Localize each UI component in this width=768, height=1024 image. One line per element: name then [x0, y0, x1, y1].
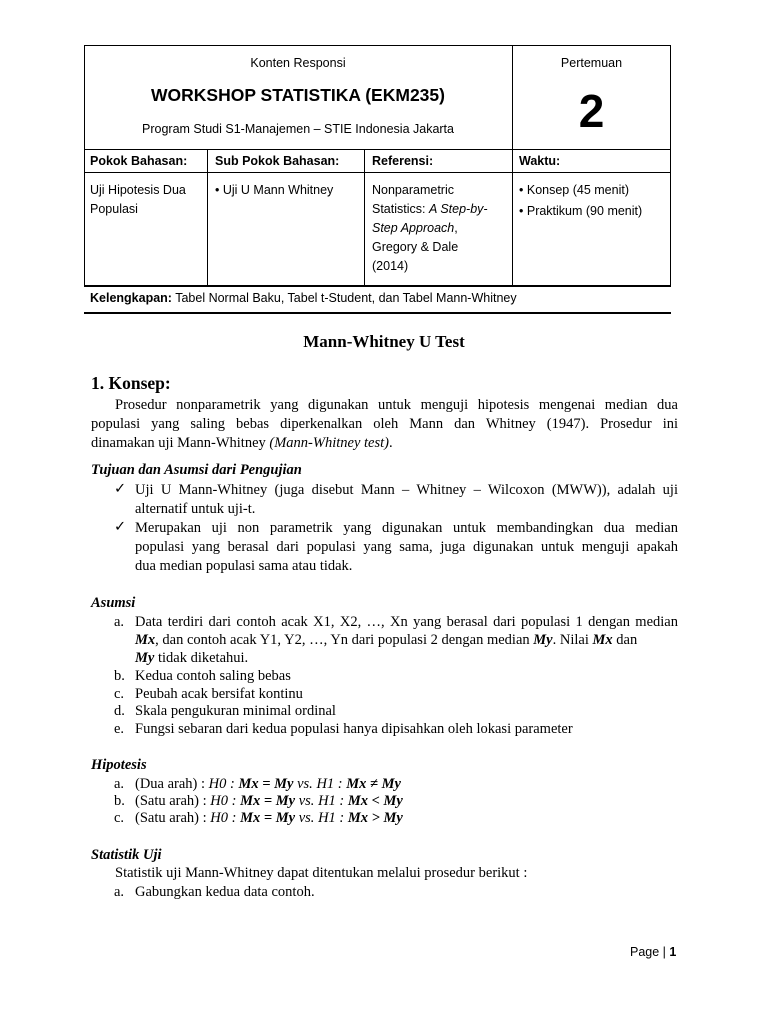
list-marker: c.: [114, 810, 125, 826]
check-icon: ✓: [114, 481, 127, 497]
waktu-item: [519, 181, 642, 200]
program-studi: Program Studi S1-Manajemen – STIE Indonesia Jakarta: [142, 122, 454, 136]
pertemuan-number: 2: [578, 85, 605, 137]
list-marker: a.: [114, 776, 125, 792]
divider-col-2: [364, 149, 365, 286]
bullet: •: [519, 204, 527, 218]
kelengkapan-text: Tabel Normal Baku, Tabel t-Student, dan Tabel Mann-Whitney: [171, 291, 517, 305]
waktu-value: [519, 181, 642, 221]
list-marker: e.: [114, 721, 125, 737]
vs-label: vs.: [295, 810, 319, 826]
sub-pokok-value: [215, 181, 333, 200]
ref-line-4: Gregory & Dale: [372, 240, 459, 254]
vs-label: vs.: [293, 776, 317, 792]
kelengkapan-row: [90, 289, 517, 308]
pokok-line-2: Populasi: [90, 202, 138, 216]
statistik-uji-heading: Statistik Uji: [91, 847, 162, 863]
paragraph-line: [91, 434, 393, 453]
vs-label: vs.: [295, 793, 319, 809]
ref-line-3: [372, 219, 488, 238]
list-marker: d.: [114, 703, 125, 719]
divider-col-1: [207, 149, 208, 286]
hipotesis-direction: (Satu arah) :: [135, 793, 211, 809]
var-mx: Mx: [135, 632, 156, 648]
h0-label: H0 :: [210, 793, 241, 809]
divider-pertemuan: [512, 45, 513, 286]
asumsi-text: tidak diketahui.: [154, 650, 249, 666]
asumsi-item: Kedua contoh saling bebas: [135, 668, 291, 684]
tujuan-heading: Tujuan dan Asumsi dari Pengujian: [91, 462, 302, 478]
col-waktu: Waktu:: [519, 154, 561, 168]
statistik-uji-text: Statistik uji Mann-Whitney dapat ditentukan melalui prosedur berikut :: [115, 865, 528, 881]
check-item-line: dua median populasi sama atau tidak.: [135, 558, 353, 574]
waktu-praktikum: Praktikum (90 menit): [526, 204, 643, 218]
h1-label: H1 :: [316, 776, 347, 792]
list-marker: a.: [114, 614, 125, 630]
asumsi-item: Fungsi sebaran dari kedua populasi hanya dipisahkan oleh lokasi parameter: [135, 721, 573, 737]
h0-equation: Mx = My: [240, 810, 296, 826]
paragraph-line: populasi yang saling bebas diperkenalkan oleh Mann dan Whitney (1947). Prosedur ini: [91, 416, 678, 432]
page-number: 1: [669, 945, 677, 959]
asumsi-line: [135, 649, 248, 668]
paragraph-line: Prosedur nonparametrik yang digunakan untuk menguji hipotesis mengenai median dua: [115, 397, 678, 413]
h1-equation: Mx < My: [347, 793, 403, 809]
hipotesis-direction: (Satu arah) :: [135, 810, 211, 826]
h1-equation: Mx > My: [347, 810, 403, 826]
asumsi-text: , dan contoh acak Y1, Y2, …, Yn dari populasi 2 dengan median: [155, 632, 534, 648]
var-my: My: [135, 650, 155, 666]
kelengkapan-label: Kelengkapan:: [90, 291, 172, 305]
check-item-line: populasi yang berasal dari populasi yang sama, juga digunakan untuk menguji apakah: [135, 539, 678, 555]
asumsi-line: [135, 631, 678, 650]
paragraph-text: dinamakan uji Mann-Whitney: [91, 435, 270, 451]
waktu-konsep: Konsep (45 menit): [526, 183, 629, 197]
divider-row-2: [84, 172, 671, 173]
ref-line-1: Nonparametric: [372, 183, 454, 197]
pokok-line-1: Uji Hipotesis Dua: [90, 183, 186, 197]
workshop-title: WORKSHOP STATISTIKA (EKM235): [151, 85, 445, 105]
list-marker: a.: [114, 884, 125, 900]
check-item-line: Uji U Mann-Whitney (juga disebut Mann – Whitney – Wilcoxon (MWW)), adalah uji: [135, 482, 678, 498]
var-my: My: [533, 632, 553, 648]
bullet: •: [215, 183, 223, 197]
h1-label: H1 :: [318, 810, 348, 826]
h1-label: H1 :: [318, 793, 348, 809]
pokok-bahasan-value: [90, 181, 186, 219]
waktu-item: [519, 202, 642, 221]
h0-equation: Mx = My: [238, 776, 294, 792]
divider-kelengkapan-bottom: [84, 312, 671, 314]
check-item-line: Merupakan uji non parametrik yang digunakan untuk membandingkan dua median: [135, 520, 678, 536]
col-referensi: Referensi:: [372, 154, 434, 168]
asumsi-line: Data terdiri dari contoh acak X1, X2, …, Xn yang berasal dari populasi 1 dengan median: [135, 614, 678, 630]
var-mx: Mx: [592, 632, 613, 648]
section-konsep-heading: 1. Konsep:: [91, 373, 171, 393]
check-icon: ✓: [114, 519, 127, 535]
col-pokok-bahasan: Pokok Bahasan:: [90, 154, 188, 168]
ref-line-2: [372, 200, 488, 219]
hipotesis-heading: Hipotesis: [91, 757, 147, 773]
referensi-value: [372, 181, 488, 276]
pertemuan-label: Pertemuan: [560, 56, 623, 70]
list-marker: b.: [114, 793, 125, 809]
divider-row-1: [84, 149, 671, 150]
list-marker: b.: [114, 668, 125, 684]
check-item-line: alternatif untuk uji-t.: [135, 501, 256, 517]
ref-title-part: Step Approach: [372, 221, 455, 235]
hipotesis-direction: (Dua arah) :: [135, 776, 209, 792]
h0-label: H0 :: [210, 810, 241, 826]
h1-equation: Mx ≠ My: [346, 776, 401, 792]
asumsi-item: Peubah acak bersifat kontinu: [135, 686, 303, 702]
list-marker: c.: [114, 686, 125, 702]
ref-line-5: (2014): [372, 259, 409, 273]
asumsi-heading: Asumsi: [91, 595, 136, 611]
page-label: Page |: [630, 945, 670, 959]
paragraph-period: .: [388, 435, 393, 451]
h0-label: H0 :: [208, 776, 239, 792]
asumsi-text: dan: [612, 632, 638, 648]
paragraph-italic: (Mann-Whitney test): [269, 435, 389, 451]
hipotesis-item: [135, 809, 403, 828]
asumsi-item: Skala pengukuran minimal ordinal: [135, 703, 336, 719]
sub-pokok-item: Uji U Mann Whitney: [222, 183, 334, 197]
divider-kelengkapan-top: [84, 285, 671, 287]
col-sub-pokok-bahasan: Sub Pokok Bahasan:: [215, 154, 340, 168]
statistik-step: Gabungkan kedua data contoh.: [135, 884, 315, 900]
document-title: Mann-Whitney U Test: [303, 332, 465, 351]
bullet: •: [519, 183, 527, 197]
header-table: [84, 45, 671, 313]
konten-label: Konten Responsi: [250, 56, 346, 70]
asumsi-text: . Nilai: [552, 632, 593, 648]
ref-title-part: A Step-by-: [428, 202, 488, 216]
page-footer: [630, 943, 676, 962]
ref-text: Statistics:: [372, 202, 429, 216]
h0-equation: Mx = My: [240, 793, 296, 809]
ref-comma: ,: [454, 221, 458, 235]
